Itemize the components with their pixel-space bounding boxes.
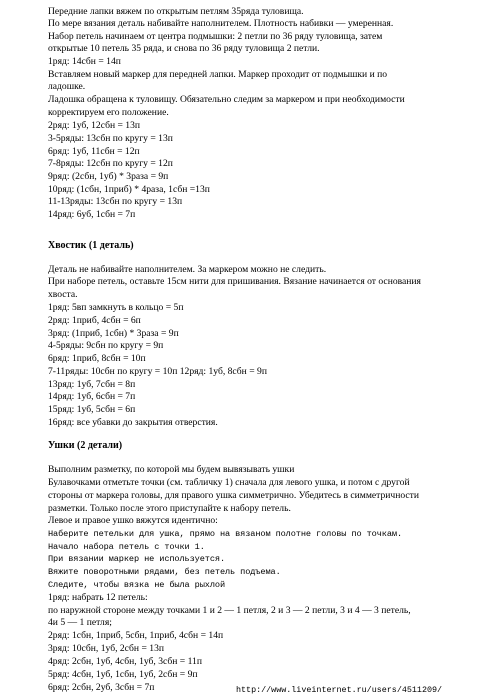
text-line: стороны от маркера головы, для правого ушка симметрично. Убедитесь в симметричности <box>48 490 419 501</box>
text-line: 9ряд: (2сбн, 1уб) * 3раза = 9п <box>48 171 169 182</box>
text-line: 3ряд: (1приб, 1сбн) * 3раза = 9п <box>48 328 179 339</box>
text-line: 6ряд: 1уб, 11сбн = 12п <box>48 146 140 157</box>
text-line: 3ряд: 10сбн, 1уб, 2сбн = 13п <box>48 643 165 654</box>
text-line: 1ряд: 14сбн = 14п <box>48 56 121 67</box>
text-line: разметки. Только после этого приступайте к набору петель. <box>48 503 291 514</box>
text-line: 15ряд: 1уб, 5сбн = 6п <box>48 404 136 415</box>
text-line: Начало набора петель с точки 1. <box>48 542 205 552</box>
text-line: Наберите петельки для ушка, прямо на вязаном полотне головы по точкам. <box>48 529 402 539</box>
text-line: Передние лапки вяжем по открытым петлям 35ряда туловища. <box>48 6 304 17</box>
text-line: 2ряд: 1приб, 4сбн = 6п <box>48 315 141 326</box>
text-line: ладошке. <box>48 81 86 92</box>
text-line: Вставляем новый маркер для передней лапки. Маркер проходит от подмышки и по <box>48 69 388 80</box>
source-url: http://www.liveinternet.ru/users/4511209/ <box>236 685 443 695</box>
text-line: по наружной стороне между точками 1 и 2 — 1 петля, 2 и 3 — 2 петли, 3 и 4 — 3 петель, <box>48 605 411 616</box>
text-line: корректируем его положение. <box>48 107 169 118</box>
text-line: 11-13ряды: 13сбн по кругу = 13п <box>48 196 183 207</box>
text-line: 14ряд: 6уб, 1сбн = 7п <box>48 209 136 220</box>
text-line: При вязании маркер не используется. <box>48 554 225 564</box>
text-line: 4и 5 — 1 петля; <box>48 617 112 628</box>
text-line: 2ряд: 1сбн, 1приб, 5сбн, 1приб, 4сбн = 14п <box>48 630 224 641</box>
text-line: открытые 10 петель 35 ряда, и снова по 36 ряду туловища 2 петли. <box>48 43 320 54</box>
text-line: По мере вязания деталь набивайте наполнителем. Плотность набивки — умеренная. <box>48 18 394 29</box>
text-line: 7-8ряды: 12сбн по кругу = 12п <box>48 158 173 169</box>
text-line: 14ряд: 1уб, 6сбн = 7п <box>48 391 136 402</box>
text-line: При наборе петель, оставьте 15см нити для пришивания. Вязание начинается от основания <box>48 276 421 287</box>
text-line: 6ряд: 2сбн, 2уб, 3сбн = 7п <box>48 682 155 693</box>
text-line: 13ряд: 1уб, 7сбн = 8п <box>48 379 136 390</box>
text-line: Выполним разметку, по которой мы будем вывязывать ушки <box>48 464 295 475</box>
section-heading: Ушки (2 детали) <box>48 440 123 451</box>
text-line: хвоста. <box>48 289 78 300</box>
text-line: 4-5ряды: 9сбн по кругу = 9п <box>48 340 164 351</box>
text-line: Вяжите поворотными рядами, без петель подъема. <box>48 567 281 577</box>
text-line: 16ряд: все убавки до закрытия отверстия. <box>48 417 218 428</box>
text-line: 1ряд: набрать 12 петель: <box>48 592 148 603</box>
text-line: Булавочками отметьте точки (см. табличку 1) сначала для левого ушка, и потом с другой <box>48 477 410 488</box>
text-line: 10ряд: (1сбн, 1приб) * 4раза, 1сбн =13п <box>48 184 210 195</box>
text-line: Ладошка обращена к туловищу. Обязательно следим за маркером и при необходимости <box>48 94 405 105</box>
text-line: 7-11ряды: 10сбн по кругу = 10п 12ряд: 1уб, 8сбн = 9п <box>48 366 267 377</box>
text-line: 1ряд: 5вп замкнуть в кольцо = 5п <box>48 302 184 313</box>
text-line: 4ряд: 2сбн, 1уб, 4сбн, 1уб, 3сбн = 11п <box>48 656 202 667</box>
text-line: Левое и правое ушко вяжутся идентично: <box>48 515 218 526</box>
section-heading: Хвостик (1 деталь) <box>48 240 134 251</box>
text-line: Деталь не набивайте наполнителем. За маркером можно не следить. <box>48 264 327 275</box>
text-line: Следите, чтобы вязка не была рыхлой <box>48 580 225 590</box>
text-line: Набор петель начинаем от центра подмышки: 2 петли по 36 ряду туловища, затем <box>48 31 383 42</box>
text-line: 5ряд: 4сбн, 1уб, 1сбн, 1уб, 2сбн = 9п <box>48 669 198 680</box>
text-line: 2ряд: 1уб, 12сбн = 13п <box>48 120 141 131</box>
text-line: 6ряд: 1приб, 8сбн = 10п <box>48 353 146 364</box>
text-line: 3-5ряды: 13сбн по кругу = 13п <box>48 133 173 144</box>
